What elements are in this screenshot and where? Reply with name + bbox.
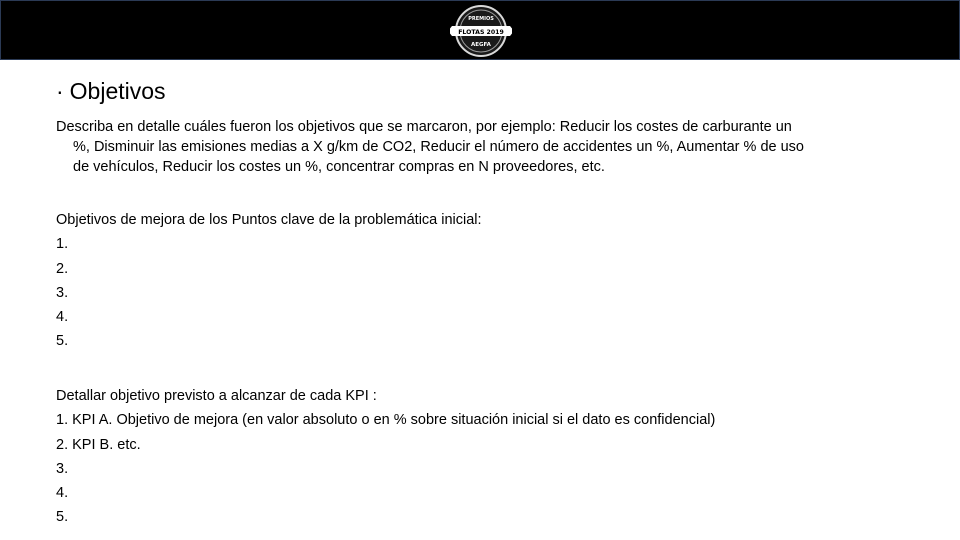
- intro-line: de vehículos, Reducir los costes un %, concentrar compras en N proveedores, etc.: [73, 159, 605, 175]
- logo-line1: PREMIOS: [468, 16, 494, 22]
- intro-paragraph: [56, 117, 896, 177]
- section-objetivos-mejora: [56, 208, 896, 354]
- title-text: Objetivos: [69, 78, 166, 104]
- page-title: [56, 78, 166, 105]
- section-heading: Objetivos de mejora de los Puntos clave de la problemática inicial:: [56, 212, 482, 228]
- logo-line2: FLOTAS 2019: [458, 29, 504, 36]
- premios-flotas-seal-icon: [450, 4, 512, 58]
- list-item: 1.: [56, 236, 69, 253]
- list-item: 5.: [56, 509, 69, 526]
- list-item: 4.: [56, 485, 69, 502]
- list-item: 1. KPI A. Objetivo de mejora (en valor absoluto o en % sobre situación inicial si el dato es confidencial): [56, 412, 716, 429]
- list-item: 5.: [56, 333, 69, 350]
- list-item: 3.: [56, 460, 69, 477]
- section-heading: Detallar objetivo previsto a alcanzar de cada KPI :: [56, 388, 377, 404]
- list-item: 2.: [56, 260, 69, 277]
- intro-line: %, Disminuir las emisiones medias a X g/km de CO2, Reducir el número de accidentes un %, Aumentar % de uso: [73, 139, 804, 155]
- intro-line: Describa en detalle cuáles fueron los objetivos que se marcaron, por ejemplo: Reducir los costes de carburante un: [56, 119, 792, 135]
- list-item: 3.: [56, 284, 69, 301]
- list-item: 4.: [56, 309, 69, 326]
- title-bullet: ·: [56, 78, 64, 104]
- section-kpi: [56, 384, 916, 530]
- logo-line3: AEGFA: [471, 42, 491, 48]
- list-item: 2. KPI B. etc.: [56, 436, 141, 453]
- header-band: [0, 0, 960, 60]
